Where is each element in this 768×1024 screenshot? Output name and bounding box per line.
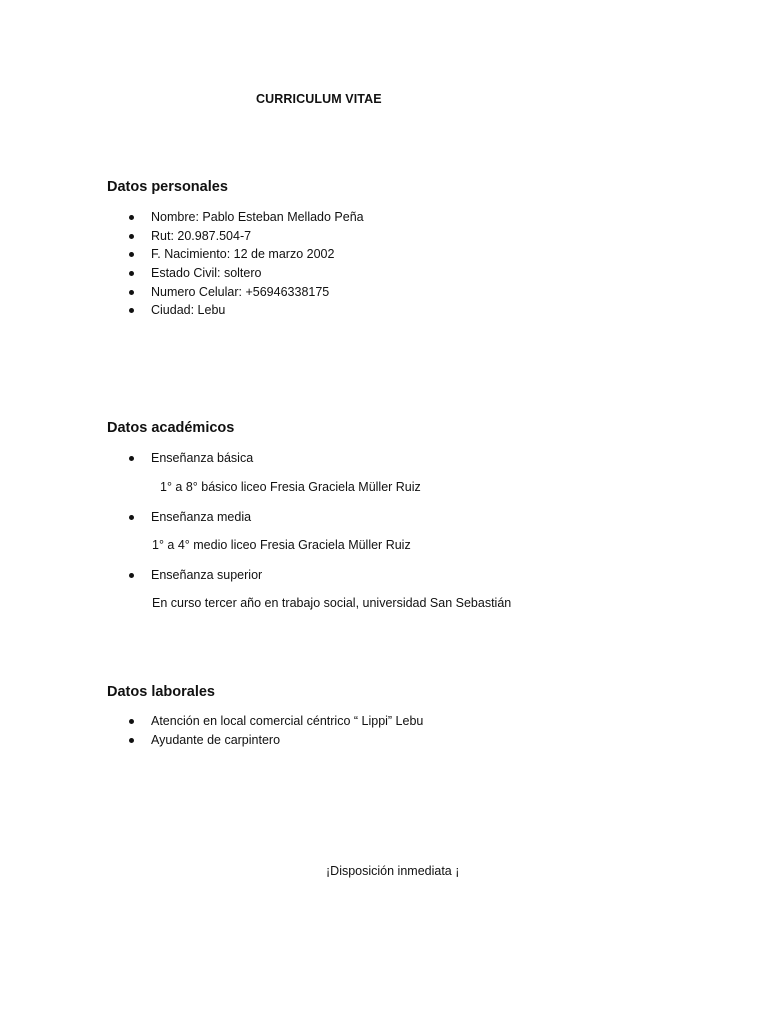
work-item <box>124 712 423 731</box>
personal-item-rut <box>124 227 364 246</box>
section-heading-work: Datos laborales <box>107 684 215 700</box>
work-item <box>124 731 423 750</box>
academic-detail-higher: En curso tercer año en trabajo social, universidad San Sebastián <box>152 596 512 610</box>
bullet-icon <box>129 290 134 295</box>
document-title: CURRICULUM VITAE <box>256 92 382 106</box>
work-list <box>124 712 423 749</box>
academic-item <box>124 508 251 527</box>
bullet-icon <box>129 738 134 743</box>
bullet-icon <box>129 515 134 520</box>
bullet-icon <box>129 573 134 578</box>
personal-item-label: F. Nacimiento: 12 de marzo 2002 <box>151 247 335 262</box>
availability-note: ¡Disposición inmediata ¡ <box>326 864 460 878</box>
personal-item-name <box>124 208 364 227</box>
personal-item-city <box>124 301 364 320</box>
bullet-icon <box>129 308 134 313</box>
personal-item-label: Estado Civil: soltero <box>151 266 262 281</box>
personal-item-label: Ciudad: Lebu <box>151 303 226 318</box>
academic-item <box>124 449 253 468</box>
section-heading-personal: Datos personales <box>107 179 228 195</box>
academic-item-label: Enseñanza media <box>151 510 252 524</box>
bullet-icon <box>129 456 134 461</box>
academic-item-label: Enseñanza básica <box>151 451 254 465</box>
personal-item-label: Rut: 20.987.504-7 <box>151 228 252 243</box>
personal-item-civil-status <box>124 264 364 283</box>
academic-entry-basic <box>124 449 253 468</box>
personal-item-label: Numero Celular: +56946338175 <box>151 284 330 299</box>
academic-detail-basic: 1° a 8° básico liceo Fresia Graciela Müller Ruiz <box>160 480 421 494</box>
bullet-icon <box>129 215 134 220</box>
academic-entry-middle <box>124 508 251 527</box>
personal-item-birthdate <box>124 245 364 264</box>
personal-item-phone <box>124 283 364 302</box>
bullet-icon <box>129 234 134 239</box>
bullet-icon <box>129 271 134 276</box>
academic-detail-middle: 1° a 4° medio liceo Fresia Graciela Müller Ruiz <box>152 538 411 552</box>
academic-item <box>124 566 262 585</box>
personal-info-list <box>124 208 364 320</box>
work-item-label: Ayudante de carpintero <box>151 732 281 747</box>
academic-entry-higher <box>124 566 262 585</box>
work-item-label: Atención en local comercial céntrico “ Lippi” Lebu <box>151 714 424 728</box>
bullet-icon <box>129 719 134 724</box>
academic-item-label: Enseñanza superior <box>151 568 263 582</box>
section-heading-academic: Datos académicos <box>107 420 235 436</box>
bullet-icon <box>129 252 134 257</box>
personal-item-label: Nombre: Pablo Esteban Mellado Peña <box>151 210 364 224</box>
